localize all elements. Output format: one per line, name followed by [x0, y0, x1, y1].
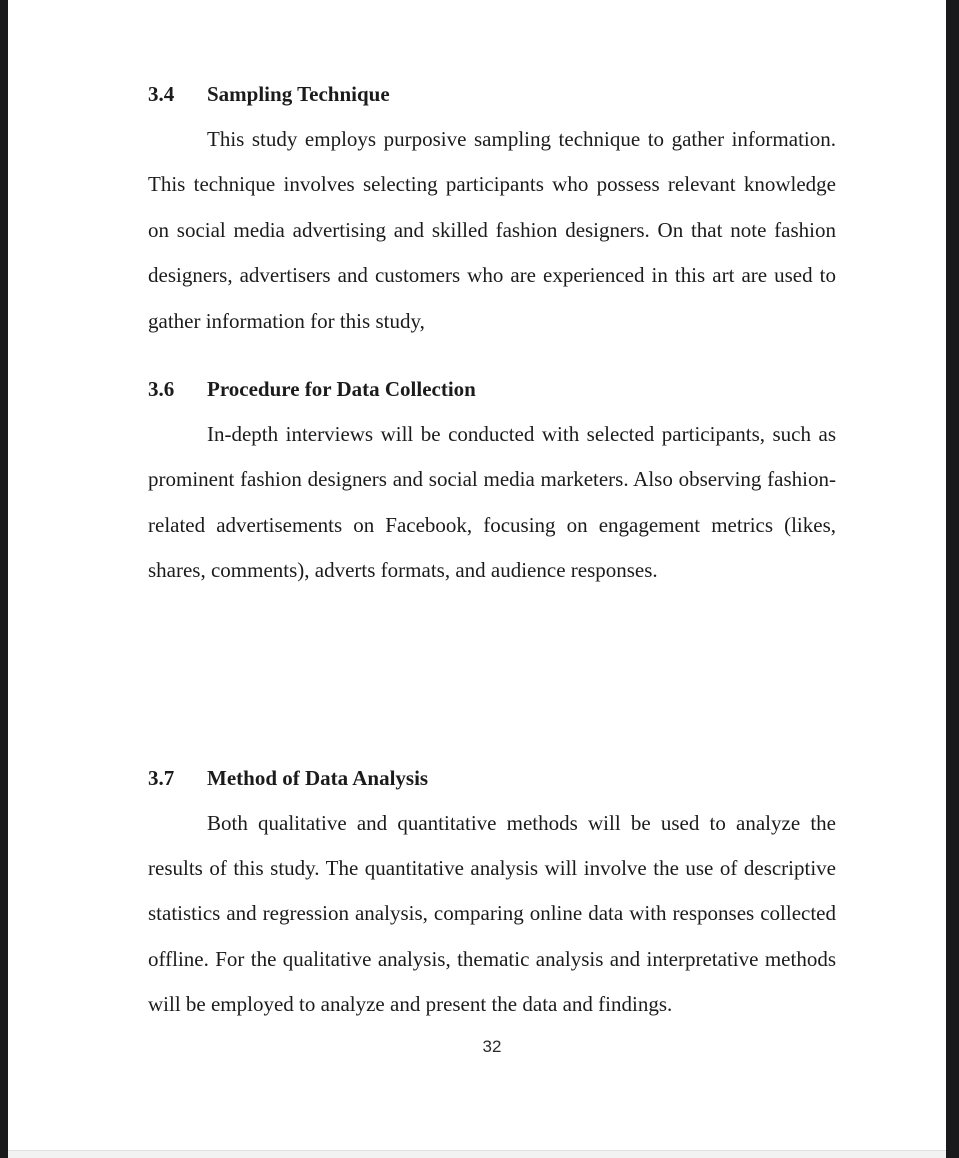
scan-border-left: [0, 0, 8, 1158]
section-paragraph: In-depth interviews will be conducted with selected participants, such as prominent fashion designers and social media marketers. Also observing fashion-related advertisements on Facebook, focusing on engagement metrics (likes, shares, comments), adverts formats, and audience responses.: [148, 422, 836, 583]
section-number: 3.7: [148, 765, 175, 790]
page-number: 32: [482, 1036, 502, 1056]
section-3-7: [148, 756, 836, 1028]
scan-border-right: [946, 0, 959, 1158]
section-heading: [148, 72, 836, 117]
section-title: Procedure for Data Collection: [207, 377, 476, 402]
section-3-4: [148, 72, 836, 344]
section-paragraph: Both qualitative and quantitative methods will be used to analyze the results of this study. The quantitative analysis will involve the use of descriptive statistics and regression analysis, comparing online data with responses collected offline. For the qualitative analysis, thematic analysis and interpretative methods will be employed to analyze and present the data and findings.: [148, 810, 836, 1017]
section-paragraph: This study employs purposive sampling technique to gather information. This technique involves selecting participants who possess relevant knowledge on social media advertising and skilled fashion designers. On that note fashion designers, advertisers and customers who are experienced in this art are used to gather information for this study,: [148, 127, 836, 333]
scan-border-bottom: [8, 1150, 946, 1158]
section-3-6: [148, 367, 836, 594]
section-number: 3.4: [148, 82, 175, 106]
page-content: [148, 0, 836, 1057]
section-title: Sampling Technique: [207, 82, 390, 106]
section-number: 3.6: [148, 377, 175, 402]
section-heading: [148, 367, 836, 412]
section-title: Method of Data Analysis: [207, 765, 429, 790]
section-heading: [148, 756, 836, 801]
